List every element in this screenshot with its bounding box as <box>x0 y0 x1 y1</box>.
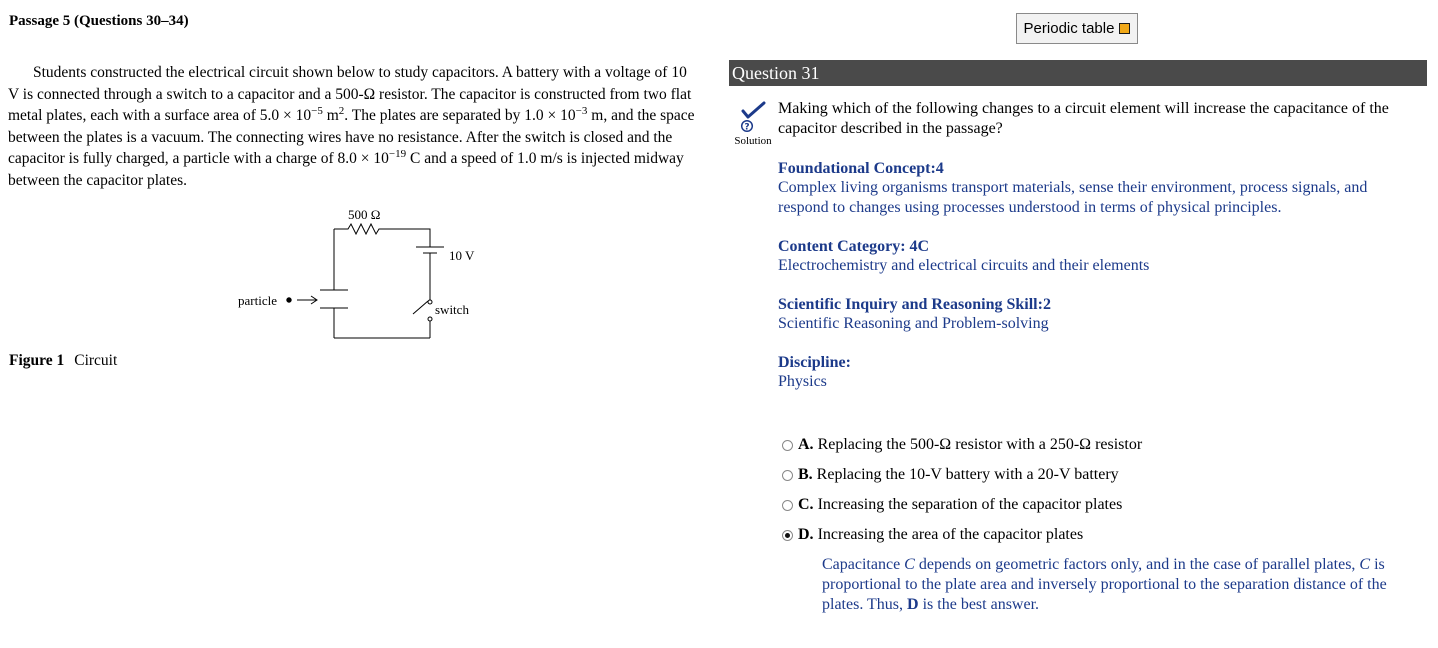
switch-lever <box>413 301 428 314</box>
answer-choice-b[interactable] <box>782 466 1119 484</box>
figure-title: Circuit <box>74 352 118 369</box>
choice-text: Increasing the separation of the capacitor plates <box>817 496 1123 513</box>
choice-text: Replacing the 10-V battery with a 20-V battery <box>816 466 1119 483</box>
passage-heading: Passage 5 (Questions 30–34) <box>9 13 189 29</box>
discipline-value: Physics <box>778 373 827 390</box>
particle-label: particle <box>238 293 277 308</box>
answer-choice-c[interactable] <box>782 496 1122 514</box>
periodic-table-label: Periodic table <box>1023 20 1115 37</box>
periodic-table-button[interactable] <box>1016 13 1138 44</box>
content-category-value: Electrochemistry and electrical circuits and their elements <box>778 257 1150 274</box>
particle-dot <box>287 298 291 302</box>
solution-label: Solution <box>734 135 772 147</box>
passage-text: Students constructed the electrical circuit shown below to study capacitors. A battery with a voltage of 10 V is connected through a switch to a capacitor and a 500-Ω resistor. The capacitor is constructed from two flat metal plates, each with a surface area of $5.0 \times 10^{-5}$ $m^2$. The plates are separated by $1.0 \times 10^{-3}$ m, and the space between the plates is a vacuum. The connecting wires have no resistance. After the switch is closed and the capacitor is fully charged, a particle with a charge of $8.0 \times 10^{-19}$ C and a speed of 1.0 m/s is injected midway between the capacitor plates. <box>8 64 695 189</box>
choice-letter: A. <box>798 436 814 453</box>
figure-number: Figure 1 <box>9 352 65 369</box>
choice-text: Increasing the area of the capacitor plates <box>817 526 1084 543</box>
answer-explanation: Capacitance C depends on geometric factors only, and in the case of parallel plates, C is proportional to the plate area and inversely proportional to the separation distance of the plates. Thus, D is the best answer. <box>822 556 1387 613</box>
question-stem: Making which of the following changes to a circuit element will increase the capacitance of the capacitor described in the passage? <box>778 100 1389 137</box>
question-title-bar: Question 31 <box>729 60 1427 86</box>
answer-choice-d[interactable] <box>782 526 1083 544</box>
question-metadata <box>778 160 1418 412</box>
choice-text: Replacing the 500-Ω resistor with a 250-Ω resistor <box>817 436 1143 453</box>
foundational-concept-value: Complex living organisms transport materials, sense their environment, process signals, and respond to changes using processes understood in terms of physical principles. <box>778 179 1368 216</box>
choice-letter: C. <box>798 496 814 513</box>
reasoning-skill-value: Scientific Reasoning and Problem-solving <box>778 315 1049 332</box>
switch-contact-bottom <box>428 317 432 321</box>
radio-button-b[interactable] <box>782 470 793 481</box>
circuit-diagram <box>230 200 475 345</box>
switch-label: switch <box>435 302 469 317</box>
popup-window-icon <box>1119 23 1130 34</box>
radio-button-c[interactable] <box>782 500 793 511</box>
radio-button-d[interactable] <box>782 530 793 541</box>
solution-toggle[interactable] <box>731 100 775 147</box>
svg-text:?: ? <box>744 122 750 133</box>
content-category-label: Content Category: 4C <box>778 238 930 255</box>
radio-button-a[interactable] <box>782 440 793 451</box>
choice-letter: B. <box>798 466 813 483</box>
choice-letter: D. <box>798 526 814 543</box>
reasoning-skill-label: Scientific Inquiry and Reasoning Skill:2 <box>778 296 1051 313</box>
resistor-label: 500 Ω <box>348 207 381 222</box>
solution-check-help-icon <box>731 100 775 132</box>
answer-choice-a[interactable] <box>782 436 1142 454</box>
foundational-concept-label: Foundational Concept:4 <box>778 160 944 177</box>
resistor-symbol <box>334 224 430 247</box>
discipline-label: Discipline: <box>778 354 851 371</box>
figure-caption <box>9 352 117 370</box>
battery-label: 10 V <box>449 248 475 263</box>
switch-contact-top <box>428 300 432 304</box>
